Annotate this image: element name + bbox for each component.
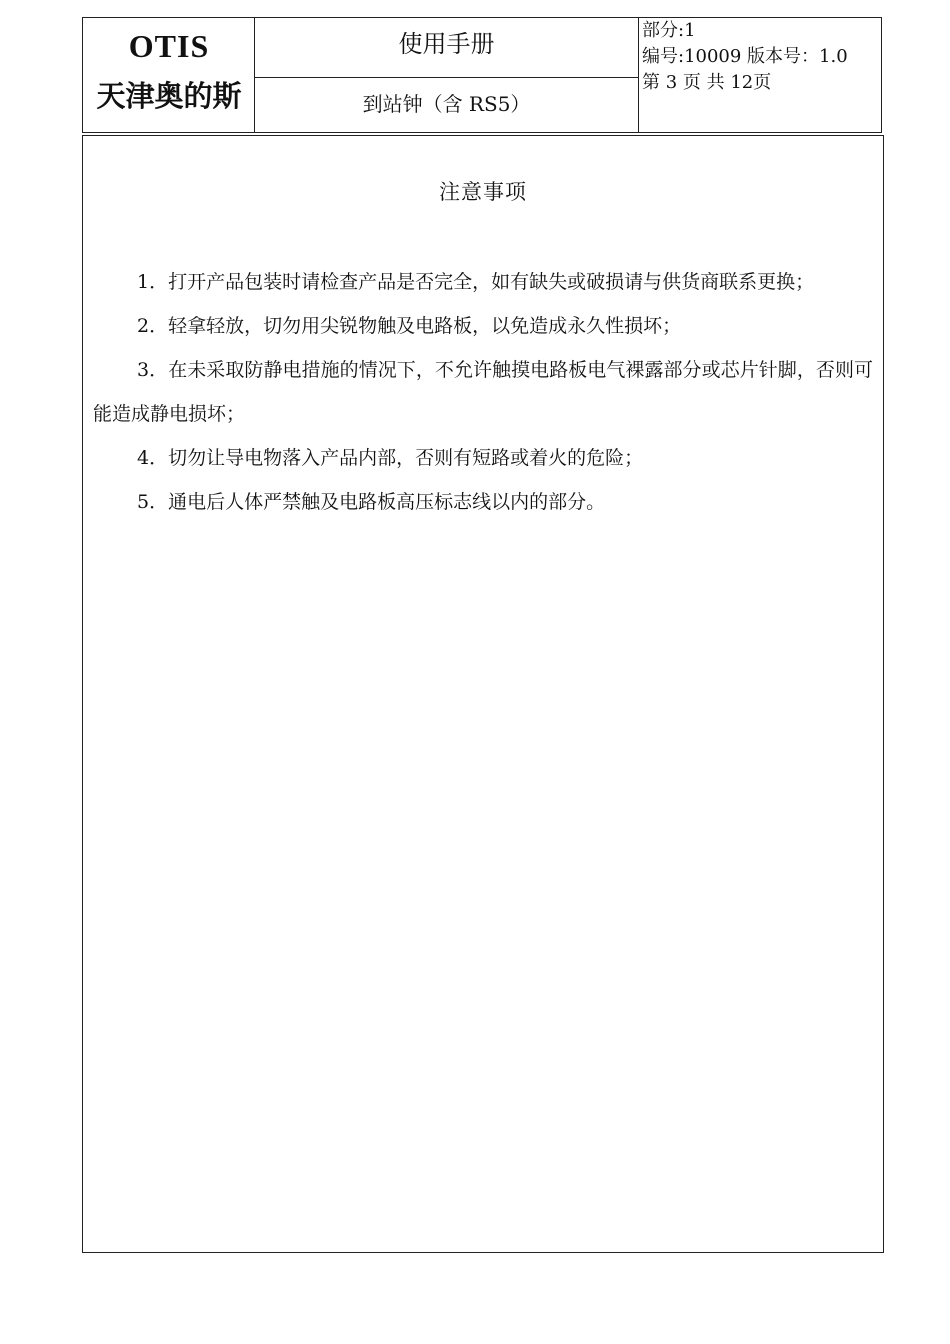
part-number: 部分:1 <box>642 20 696 41</box>
document-info <box>639 18 881 132</box>
doc-number-version: 编号:10009 版本号：1.0 <box>642 46 848 67</box>
page-indicator: 第 3 页 共 12页 <box>642 72 772 93</box>
note-item: 4．切勿让导电物落入产品内部，否则有短路或着火的危险； <box>137 447 644 469</box>
note-item: 2．轻拿轻放，切勿用尖锐物触及电路板，以免造成永久性损坏； <box>137 315 682 337</box>
note-item: 1．打开产品包装时请检查产品是否完全，如有缺失或破损请与供货商联系更换； <box>137 271 815 293</box>
company-logo-text: OTIS <box>128 28 210 64</box>
logo-cell <box>83 18 255 132</box>
document-title: 使用手册 <box>255 18 639 78</box>
document-subtitle: 到站钟（含 RS5） <box>255 78 639 132</box>
note-item: 3．在未采取防静电措施的情况下，不允许触摸电路板电气裸露部分或芯片针脚，否则可能造成静电损坏； <box>93 359 873 425</box>
notes-list <box>93 260 873 524</box>
section-title: 注意事项 <box>439 180 527 204</box>
document-header <box>82 17 882 133</box>
company-name: 天津奥的斯 <box>96 79 242 113</box>
note-item: 5．通电后人体严禁触及电路板高压标志线以内的部分。 <box>137 491 606 513</box>
content-frame <box>82 135 884 1253</box>
